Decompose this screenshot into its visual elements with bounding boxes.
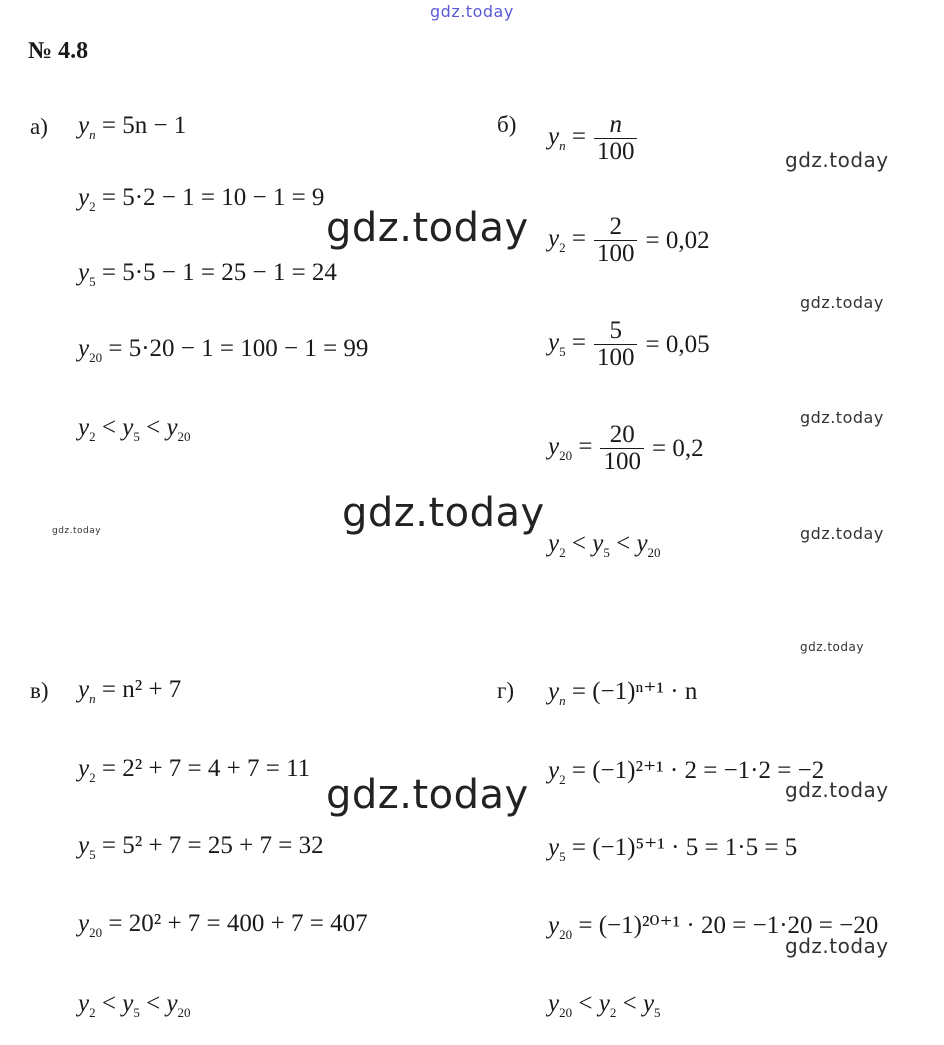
watermark: gdz.today [800,524,884,543]
watermark-large: gdz.today [326,205,529,251]
watermark-large: gdz.today [326,772,529,818]
part-v-line-3: $y_5 = 5^2 + 7 = 25 + 7 = 32$ [78,832,324,862]
part-v-label: в) [30,678,49,703]
watermark: gdz.today [800,640,864,654]
part-b-comparison: $y_2 < y_5 < y_{20}$ [548,530,661,560]
part-a-line-4: $y_{20} = 5\cdot 20 - 1 = 100 - 1 = 99$ [78,335,369,365]
part-a-line-3: $y_5 = 5\cdot 5 - 1 = 25 - 1 = 24$ [78,259,337,289]
watermark-large: gdz.today [342,490,545,536]
part-g-line-1: $y_n = (-1)^{n+1} \cdot n$ [548,678,698,708]
watermark: gdz.today [785,148,889,172]
part-b-line-1: $y_n$ = $\frac{n}{100}$ [548,112,641,166]
watermark: gdz.today [52,526,102,536]
part-v-line-1: $y_n = n^2 + 7$ [78,676,182,706]
watermark-top: gdz.today [430,2,514,21]
part-g-line-2: $y_2 = (-1)^{2+1} \cdot 2 = -1\cdot 2 = -2$ [548,757,825,787]
watermark: gdz.today [800,408,884,427]
part-b-label: б) [497,112,517,137]
watermark: gdz.today [785,934,889,958]
watermark: gdz.today [785,778,889,802]
problem-number: № 4.8 [28,38,89,64]
part-v-line-2: $y_2 = 2^2 + 7 = 4 + 7 = 11$ [78,755,311,785]
part-g-line-4: $y_{20} = (-1)^{20+1} \cdot 20 = -1\cdot 20 = -20$ [548,912,879,942]
part-a-label: а) [30,114,48,139]
part-g-label: г) [497,678,515,703]
part-a-line-2: $y_2 = 5\cdot 2 - 1 = 10 - 1 = 9$ [78,184,325,214]
part-g-comparison: $y_{20} < y_2 < y_5$ [548,990,661,1020]
part-v-line-4: $y_{20} = 20^2 + 7 = 400 + 7 = 407$ [78,910,368,940]
part-b-line-2: $y_2$ = $\frac{2}{100}$ = 0,02 [548,213,710,268]
part-a-comparison: $y_2 < y_5 < y_{20}$ [78,414,191,444]
part-b-line-4: $y_{20}$ = $\frac{20}{100}$ = 0,2 [548,421,704,476]
part-g-line-3: $y_5 = (-1)^{5+1} \cdot 5 = 1\cdot 5 = 5$ [548,834,798,864]
part-v-comparison: $y_2 < y_5 < y_{20}$ [78,990,191,1020]
part-b-line-3: $y_5$ = $\frac{5}{100}$ = 0,05 [548,317,710,372]
part-a-line-1: $y_n = 5n - 1$ [78,112,187,142]
watermark: gdz.today [800,293,884,312]
